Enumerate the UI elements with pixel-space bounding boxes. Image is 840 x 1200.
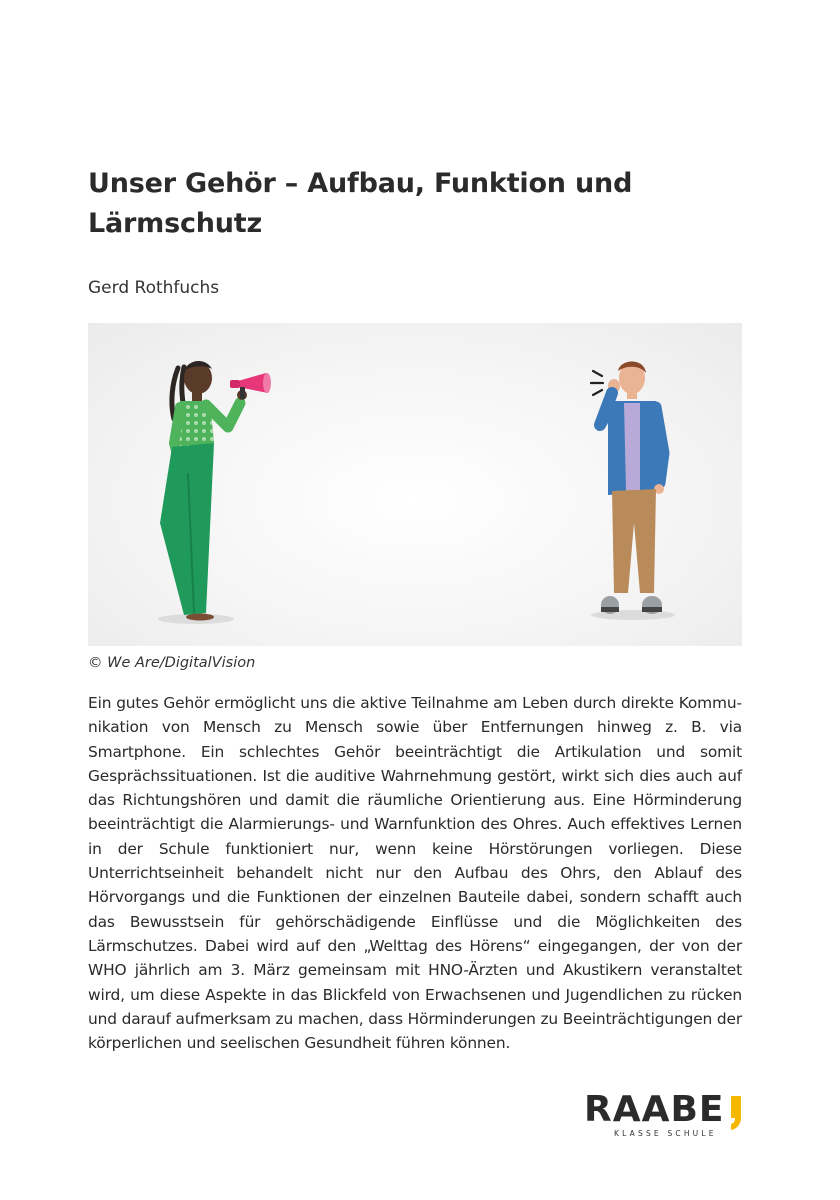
logo-comma-icon [730,1096,741,1130]
page-title: Unser Gehör – Aufbau, Funktion und Lärmschutz [88,168,633,239]
logo-tagline: KLASSE SCHULE [614,1129,717,1138]
intro-paragraph: Ein gutes Gehör ermöglicht uns die aktive Teilnahme am Leben durch direkte Kommunikation von Mensch zu Mensch sowie über Entfernungen hinweg z. B. via Smartphone. Ein schlechtes Gehör beeinträchtigt die Artikulation und somit Gesprächssituationen. Ist die auditive Wahrnehmung gestört, wirkt sich dies auch auf das Richtungshören und damit die räumliche Orientierung aus. Eine Hörminderung beeinträchtigt die Alarmierungs- und Warnfunktion des Ohres. Auch effektives Lernen in der Schule funktioniert nur, wenn keine Hörstörungen vorliegen. Diese Unterrichtseinheit behandelt nicht nur den Aufbau des Ohrs, den Ablauf des Hörvorgangs und die Funktionen der einzelnen Bauteile dabei, sondern schafft auch das Bewusstsein für gehörschädigende Einflüsse und die Möglichkeiten des Lärmschutzes. Dabei wird auf den „Welttag des Hörens“ eingegangen, der von der WHO jährlich am 3. März gemeinsam mit HNO-Ärzten und Akustikern veranstaltet wird, um diese Aspekte in das Blickfeld von Erwachsenen und Jugendlichen zu rücken und darauf aufmerksam zu machen, dass Hörminderungen zu Beeinträchtigungen der körperlichen und seelischen Gesundheit führen können. [88,694,742,1053]
person-listening [600,362,664,615]
cover-photo [88,323,742,646]
sound-waves-icon [591,371,603,395]
raabe-logo [584,1090,754,1150]
author-name: Gerd Rothfuchs [88,278,220,298]
logo-wordmark: RAABE [584,1089,725,1130]
photo-illustration [88,323,742,646]
person-with-megaphone [160,361,271,621]
image-credit: © We Are/DigitalVision [88,655,256,671]
